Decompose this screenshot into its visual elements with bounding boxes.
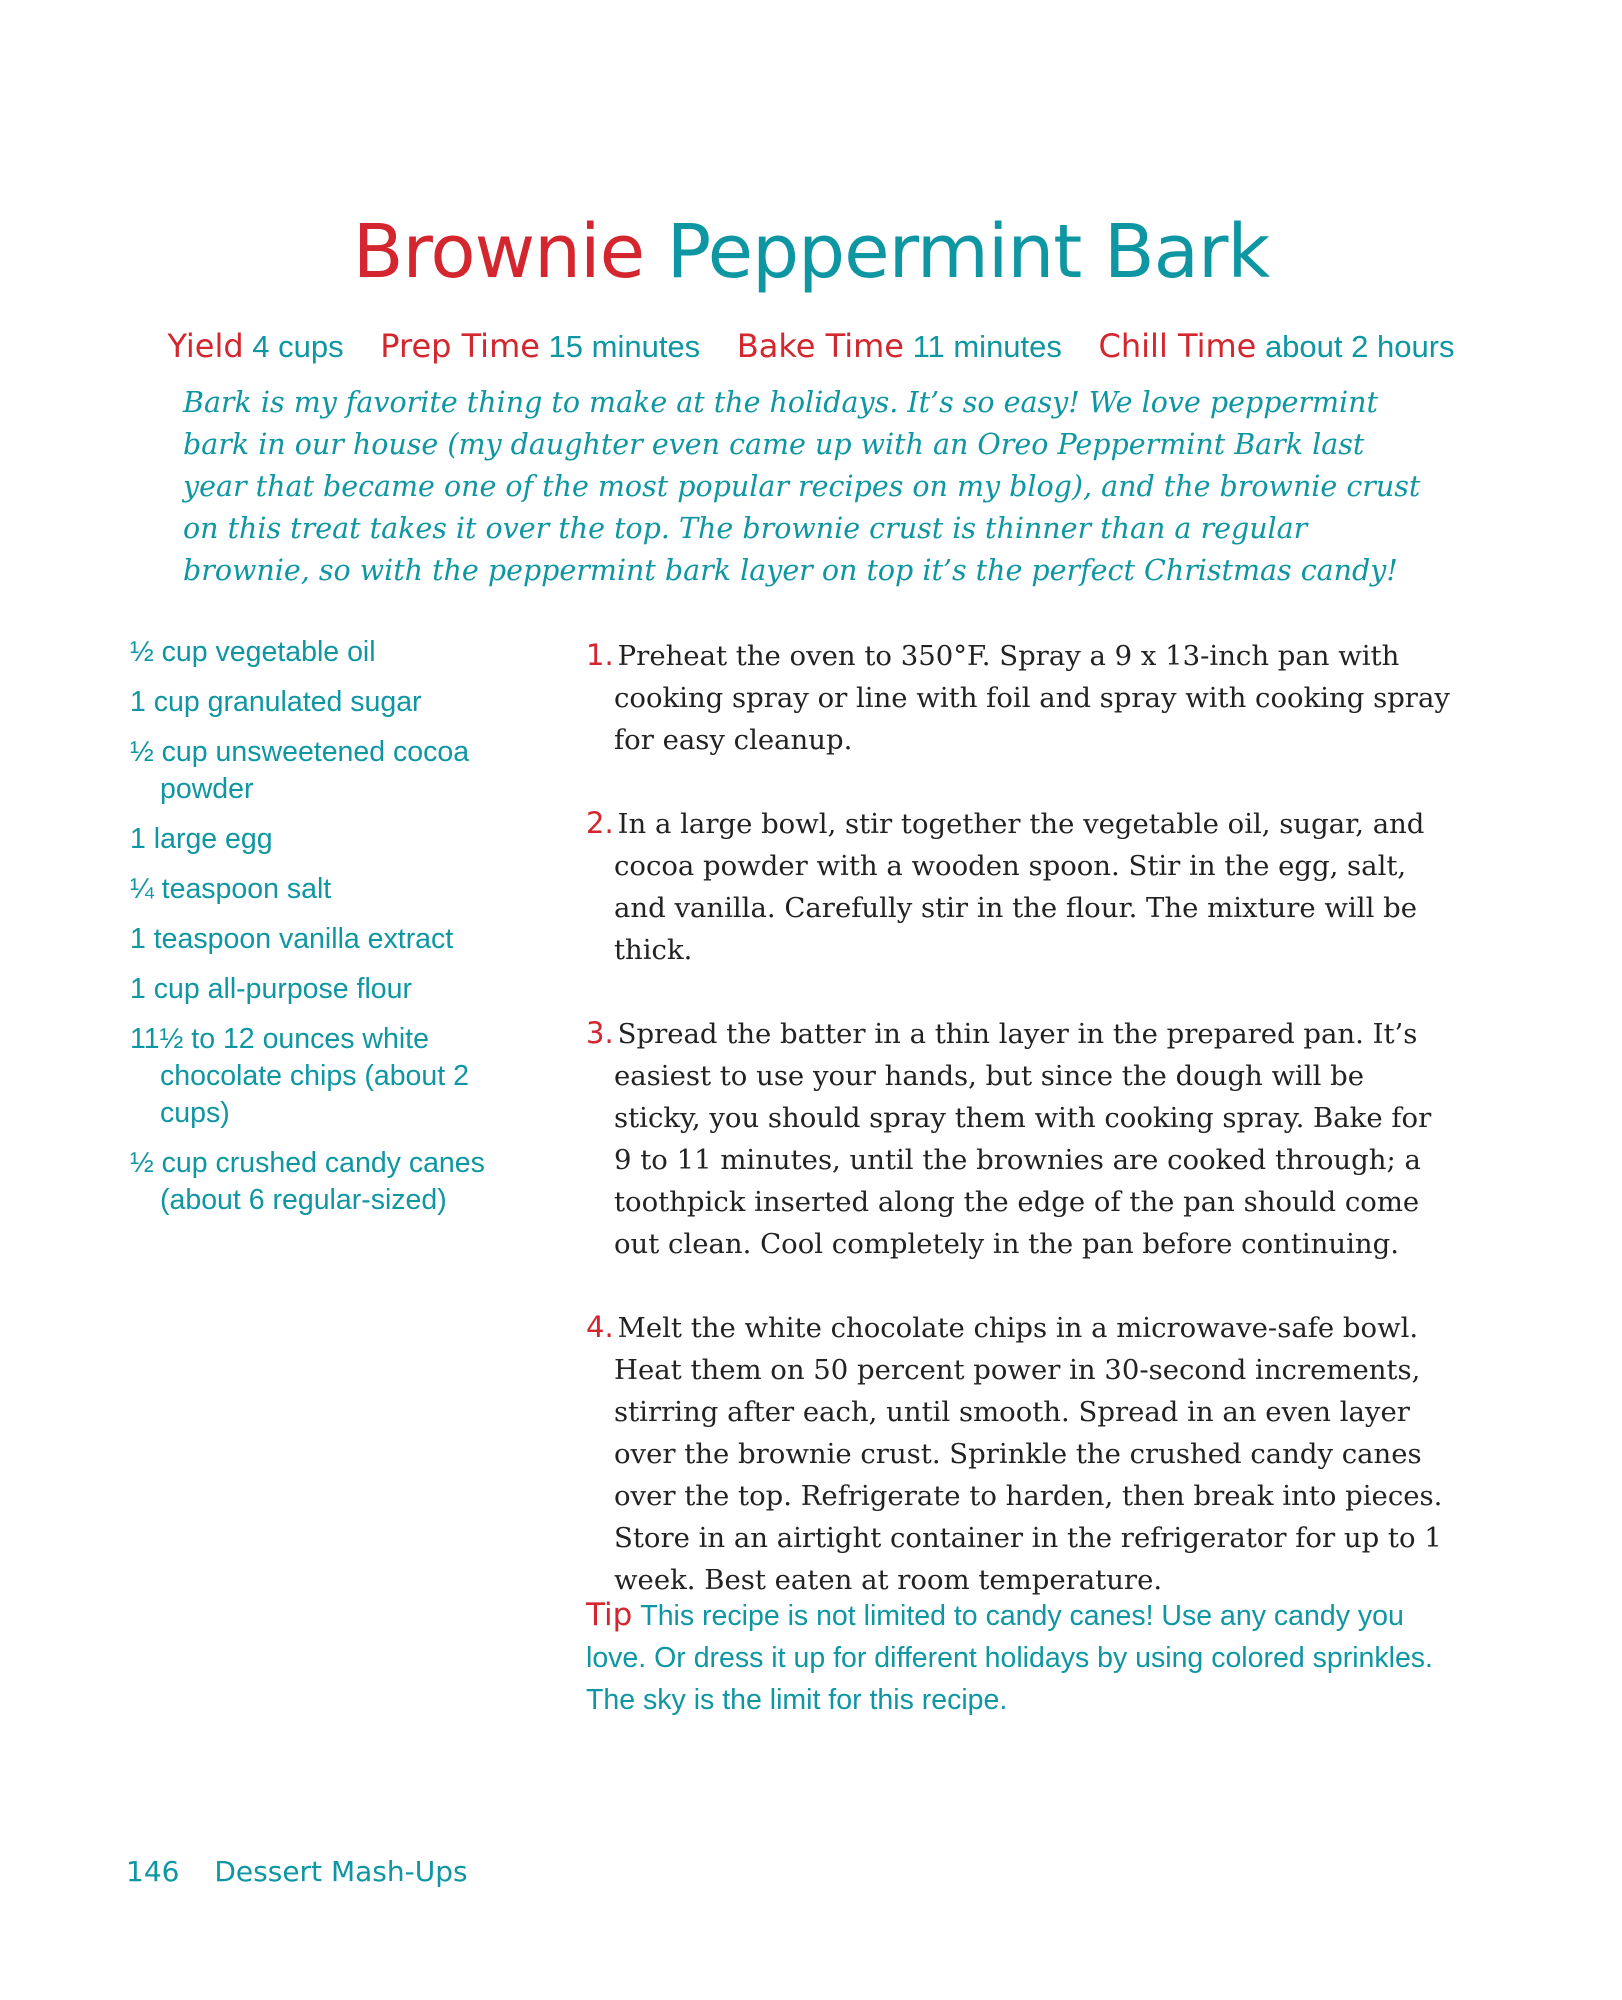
ingredient-item: 1 cup all-purpose flour [130, 973, 412, 1005]
ingredient-item: ½ cup unsweetened cocoa powder [130, 736, 470, 805]
step-item [586, 1012, 1456, 1265]
yield-label: Yield [167, 327, 244, 365]
step-item [586, 1306, 1456, 1601]
step-item [586, 634, 1456, 761]
ingredient-item: ½ cup vegetable oil [130, 636, 376, 668]
tip-text: This recipe is not limited to candy canes! Use any candy you love. Or dress it up for different holidays by using colored sprinkles. The sky is the limit for this recipe. [586, 1600, 1433, 1716]
step-text: Spread the batter in a thin layer in the prepared pan. It’s easiest to use your hands, but since the dough will be sticky, you should spray them with cooking spray. Bake for 9 to 11 minutes, until the brownies are cooked through; a toothpick inserted along the edge of the pan should come out clean. Cool completely in the pan before continuing. [614, 1018, 1432, 1260]
page-footer [126, 1855, 468, 1888]
page-number: 146 [126, 1855, 180, 1888]
chill-time-label: Chill Time [1098, 327, 1257, 365]
step-text: Preheat the oven to 350°F. Spray a 9 x 13-inch pan with cooking spray or line with foil and spray with cooking spray for easy cleanup. [614, 640, 1450, 756]
bake-time-value: 11 minutes [912, 329, 1062, 364]
step-number: 1. [586, 638, 614, 672]
step-number: 2. [586, 806, 614, 840]
meta-prep-time [380, 329, 709, 364]
ingredients-list [130, 634, 530, 1232]
ingredient-item: 1 large egg [130, 823, 273, 855]
recipe-meta [0, 327, 1622, 365]
ingredient-item: ½ cup crushed candy canes (about 6 regular-sized) [130, 1147, 485, 1216]
step-text: In a large bowl, stir together the vegetable oil, sugar, and cocoa powder with a wooden spoon. Stir in the egg, salt, and vanilla. Carefully stir in the flour. The mixture will be thick. [614, 808, 1425, 966]
step-text: Melt the white chocolate chips in a microwave-safe bowl. Heat them on 50 percent power in 30-second increments, stirring after each, until smooth. Spread in an even layer over the brownie crust. Sprinkle the crushed candy canes over the top. Refrigerate to harden, then break into pieces. Store in an airtight container in the refrigerator for up to 1 week. Best eaten at room temperature. [614, 1312, 1443, 1596]
step-number: 3. [586, 1016, 614, 1050]
meta-yield [167, 329, 352, 364]
ingredient-item: ¼ teaspoon salt [130, 873, 332, 905]
title-part-2: Peppermint Bark [666, 209, 1270, 295]
meta-chill-time [1099, 329, 1455, 364]
step-item [586, 802, 1456, 971]
title-part-1: Brownie [352, 209, 645, 295]
section-name: Dessert Mash-Ups [214, 1855, 468, 1888]
meta-bake-time [737, 329, 1071, 364]
chill-time-value: about 2 hours [1264, 329, 1455, 364]
prep-time-label: Prep Time [380, 327, 540, 365]
step-number: 4. [586, 1310, 614, 1344]
ingredient-item: 1 cup granulated sugar [130, 686, 422, 718]
yield-value: 4 cups [252, 329, 344, 364]
ingredient-item: 1 teaspoon vanilla extract [130, 923, 454, 955]
prep-time-value: 15 minutes [548, 329, 701, 364]
recipe-intro: Bark is my favorite thing to make at the holidays. It’s so easy! We love peppermint bark in our house (my daughter even came up with an Oreo Peppermint Bark last year that became one of the most popular recipes on my blog), and the brownie crust on this treat takes it over the top. The brownie crust is thinner than a regular brownie, so with the peppermint bark layer on top it’s the perfect Christmas candy! [183, 386, 1421, 587]
bake-time-label: Bake Time [736, 327, 904, 365]
ingredient-item: 11½ to 12 ounces white chocolate chips (about 2 cups) [130, 1023, 469, 1129]
tip-label: Tip [586, 1597, 633, 1633]
recipe-tip [586, 1594, 1466, 1721]
recipe-title [0, 209, 1622, 295]
instructions-list [586, 634, 1456, 1642]
